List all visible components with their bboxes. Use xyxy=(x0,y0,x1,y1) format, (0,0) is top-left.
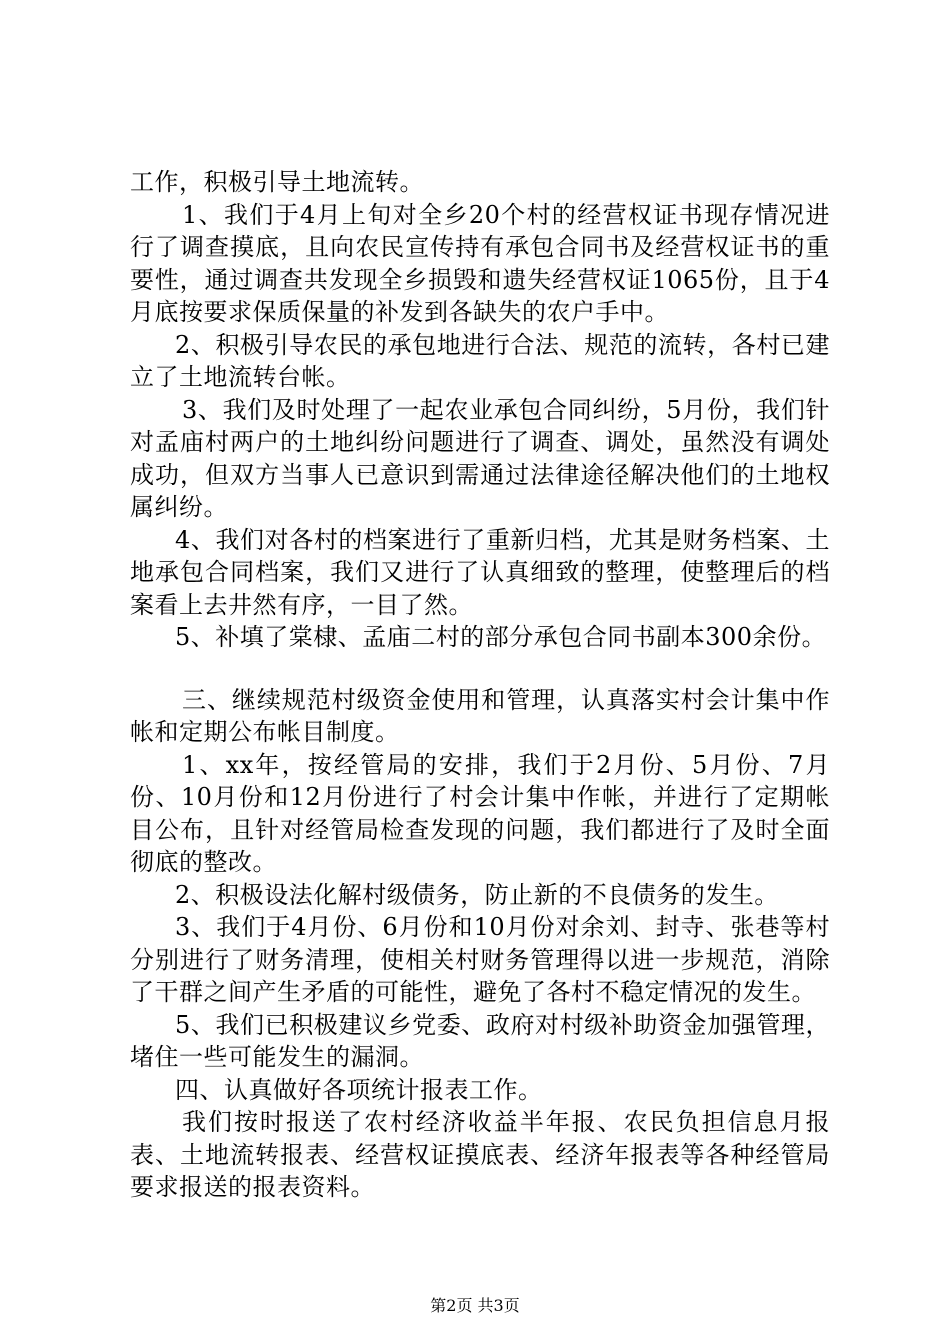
page-number-footer: 第2页 共3页 xyxy=(430,1296,520,1315)
section-gap xyxy=(130,654,830,684)
paragraph-section4-body: 我们按时报送了农村经济收益半年报、农民负担信息月报表、土地流转报表、经营权证摸底表、经济年报表等各种经管局要求报送的报表资料。 xyxy=(130,1108,830,1201)
document-body xyxy=(130,166,830,1204)
paragraph-item-3: 3、我们及时处理了一起农业承包合同纠纷，5月份，我们针对孟庙村两户的土地纠纷问题进行了调查、调处，虽然没有调处成功，但双方当事人已意识到需通过法律途径解决他们的土地权属纠纷。 xyxy=(130,395,830,521)
paragraph-section3-item-5: 5、我们已积极建议乡党委、政府对村级补助资金加强管理，堵住一些可能发生的漏洞。 xyxy=(130,1010,830,1071)
paragraph-section3-item-1: 1、xx年，按经管局的安排，我们于2月份、5月份、7月份、10月份和12月份进行了村会计集中作帐，并进行了定期帐目公布，且针对经管局检查发现的问题，我们都进行了及时全面彻底的整改。 xyxy=(130,750,830,876)
paragraph-section3-item-3: 3、我们于4月份、6月份和10月份对余刘、封寺、张巷等村分别进行了财务清理，使相关村财务管理得以进一步规范，消除了干群之间产生矛盾的可能性，避免了各村不稳定情况的发生。 xyxy=(130,913,830,1006)
paragraph-item-1: 1、我们于4月上旬对全乡20个村的经营权证书现存情况进行了调查摸底，且向农民宣传持有承包合同书及经营权证书的重要性，通过调查共发现全乡损毁和遗失经营权证1065份，且于4月底按要求保质保量的补发到各缺失的农户手中。 xyxy=(130,200,830,326)
section-heading-four: 四、认真做好各项统计报表工作。 xyxy=(175,1075,543,1104)
section-heading-three: 三、继续规范村级资金使用和管理，认真落实村会计集中作帐和定期公布帐目制度。 xyxy=(130,685,830,746)
paragraph-section3-item-2: 2、积极设法化解村级债务，防止新的不良债务的发生。 xyxy=(175,880,779,909)
paragraph-item-5: 5、补填了棠棣、孟庙二村的部分承包合同书副本300余份。 xyxy=(175,623,827,651)
paragraph-item-2: 2、积极引导农民的承包地进行合法、规范的流转，各村已建立了土地流转台帐。 xyxy=(130,330,830,391)
paragraph-item-4: 4、我们对各村的档案进行了重新归档，尤其是财务档案、土地承包合同档案，我们又进行了认真细致的整理，使整理后的档案看上去井然有序，一目了然。 xyxy=(130,525,830,619)
paragraph-continuation: 工作，积极引导土地流转。 xyxy=(130,168,424,196)
